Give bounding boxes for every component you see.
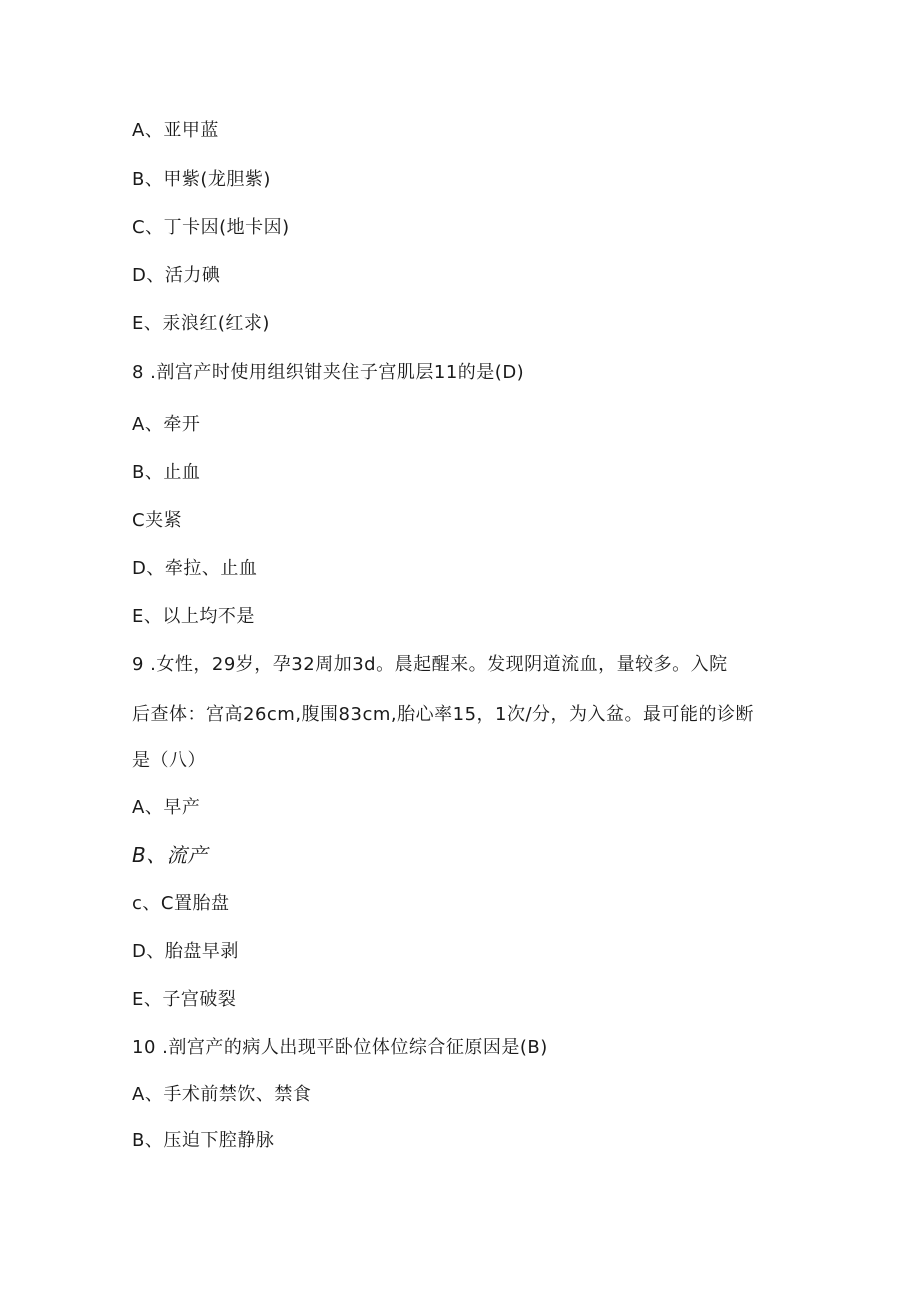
question-9-line-3: 是（八）: [132, 750, 206, 771]
q10-option-a: A、手术前禁饮、禁食: [132, 1084, 312, 1105]
q9-option-d: D、胎盘早剥: [132, 941, 239, 962]
option-d-iodine: D、活力碘: [132, 265, 221, 286]
q9-option-b: B、流产: [132, 843, 208, 867]
q9-option-e: E、子宫破裂: [132, 989, 237, 1010]
option-a-methylene-blue: A、亚甲蓝: [132, 120, 219, 141]
q8-option-b: B、止血: [132, 462, 201, 483]
q9-option-a: A、早产: [132, 797, 201, 818]
question-10: 10 .剖宫产的病人出现平卧位体位综合征原因是(B): [132, 1037, 548, 1058]
q8-option-e: E、以上均不是: [132, 606, 255, 627]
q8-option-c: C夹紧: [132, 510, 183, 531]
question-9-line-1: 9 .女性，29岁，孕32周加3d。晨起醒来。发现阴道流血，量较多。入院: [132, 654, 728, 675]
q8-option-d: D、牵拉、止血: [132, 558, 258, 579]
q9-option-c: c、C置胎盘: [132, 893, 230, 914]
q8-option-a: A、牵开: [132, 414, 201, 435]
question-8: 8 .剖宫产时使用组织钳夹住子宫肌层11的是(D): [132, 362, 525, 383]
option-c-tetracaine: C、丁卡因(地卡因): [132, 217, 290, 238]
option-e-mercurochrome: E、汞浪红(红求): [132, 313, 270, 334]
q10-option-b: B、压迫下腔静脉: [132, 1130, 275, 1151]
question-9-line-2: 后查体：宫高26cm,腹围83cm,胎心率15，1次/分，为入盆。最可能的诊断: [132, 704, 755, 725]
option-b-gentian-violet: B、甲紫(龙胆紫): [132, 169, 271, 190]
